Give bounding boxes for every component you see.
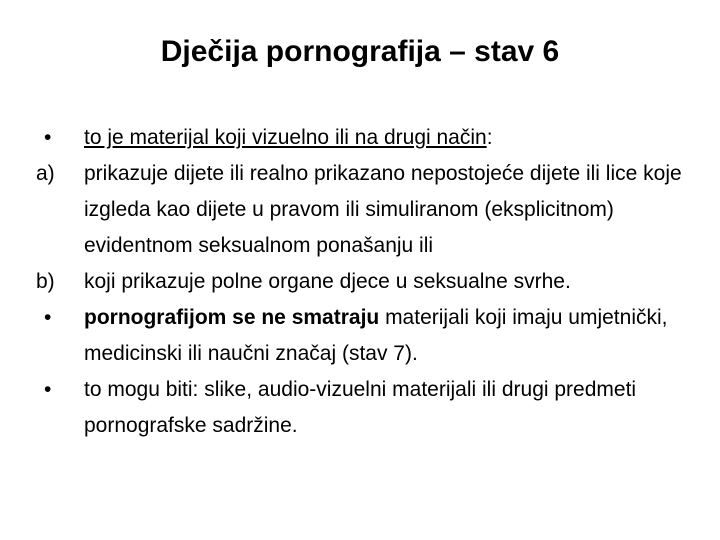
bullet-marker: • [44, 126, 52, 149]
list-item-exclusion [36, 300, 696, 372]
underlined-text: to je materijal koji vizuelno ili na drugi način [84, 126, 487, 149]
letter-marker-a: a) [36, 162, 55, 185]
slide-body [36, 120, 696, 444]
item-text: materijali koji imaju umjetnički, medicinski ili naučni značaj (stav 7). [84, 306, 668, 365]
letter-marker-b: b) [36, 270, 55, 293]
list-item-a [36, 156, 696, 264]
item-text: koji prikazuje polne organe djece u seksualne svrhe. [84, 270, 571, 293]
slide-title: Dječija pornografija – stav 6 [160, 35, 560, 68]
list-item-definition [36, 120, 696, 156]
item-text: prikazuje dijete ili realno prikazano nepostojeće dijete ili lice koje izgleda kao dijete u pravom ili simuliranom (eksplicitnom) evidentnom seksualnom ponašanju ili [84, 162, 682, 257]
bullet-marker: • [44, 306, 52, 329]
list-item-examples [36, 372, 696, 444]
item-text: : [486, 126, 493, 149]
bold-text: pornografijom se ne smatraju [84, 306, 380, 329]
list-item-b [36, 264, 696, 300]
item-text: to mogu biti: slike, audio-vizuelni materijali ili drugi predmeti pornografske sadržine. [84, 378, 637, 437]
bullet-marker: • [44, 378, 52, 401]
